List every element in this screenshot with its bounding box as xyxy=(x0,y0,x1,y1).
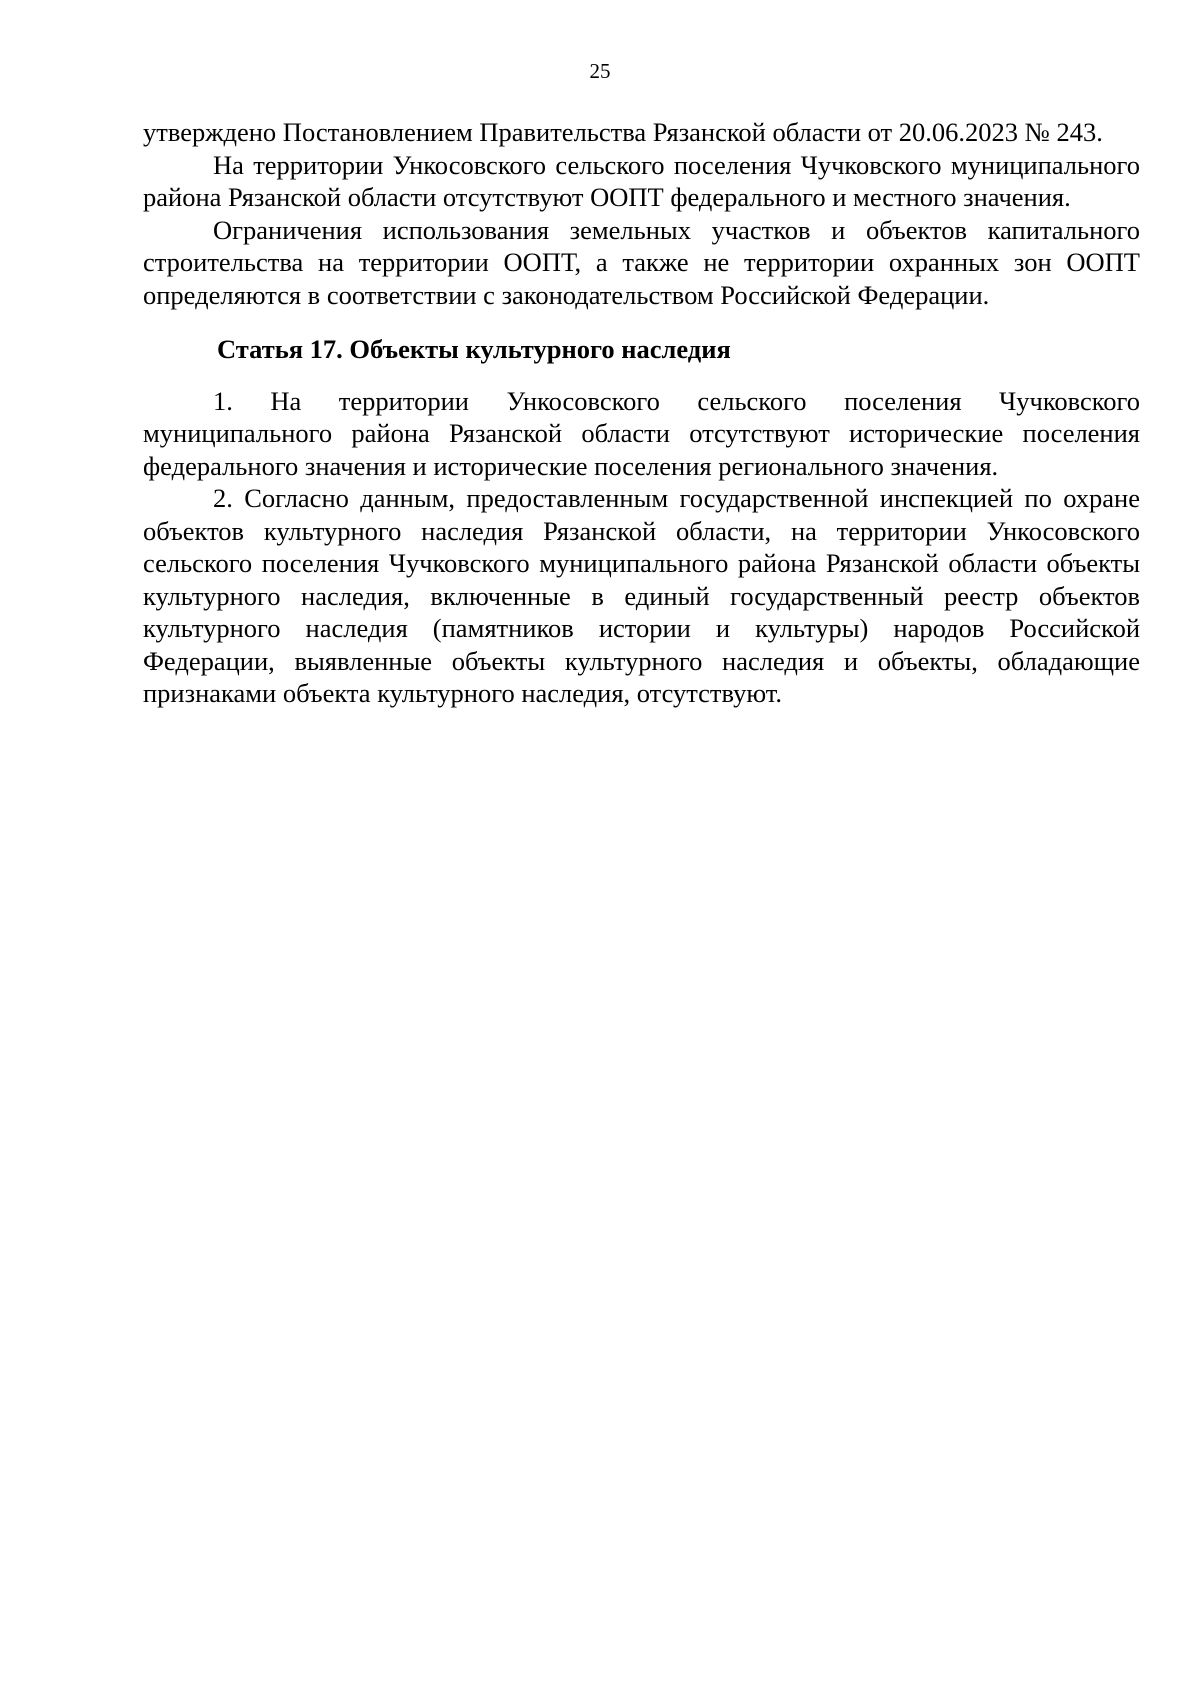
paragraph-historic-settlements: 1. На территории Ункосовского сельского поселения Чучковского муниципального района Рязанской области отсутствуют исторические поселения федерального значения и исторические поселения регионального значения. xyxy=(143,385,1140,481)
document-body xyxy=(143,116,1140,710)
paragraph-oopt-absence: На территории Ункосовского сельского поселения Чучковского муниципального района Рязанской области отсутствуют ООПТ федерального и местного значения. xyxy=(143,149,1140,212)
paragraph-cultural-heritage-objects: 2. Согласно данным, предоставленным государственной инспекцией по охране объектов культурного наследия Рязанской области, на территории Ункосовского сельского поселения Чучковского муниципального района Рязанской области объекты культурного наследия, включенные в единый государственный реестр объектов культурного наследия (памятников истории и культуры) народов Российской Федерации, выявленные объекты культурного наследия и объекты, обладающие признаками объекта культурного наследия, отсутствуют. xyxy=(143,483,1140,708)
paragraph-approval-continuation: утверждено Постановлением Правительства Рязанской области от 20.06.2023 № 243. xyxy=(143,117,1103,147)
paragraph-oopt-restrictions: Ограничения использования земельных участков и объектов капитального строительства на территории ООПТ, а также не территории охранных зон ООПТ определяются в соответствии с законодательством Российской Федерации. xyxy=(143,214,1140,310)
article-17-heading: Статья 17. Объекты культурного наследия xyxy=(217,334,731,364)
page-number: 25 xyxy=(589,59,611,83)
